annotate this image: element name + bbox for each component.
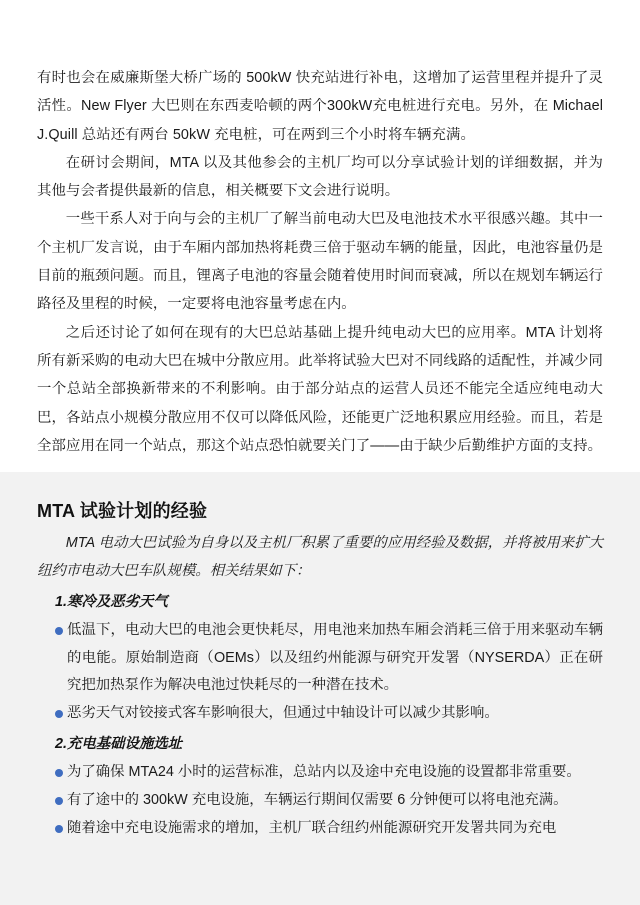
highlight-gray-section [0, 472, 640, 905]
bullet-dot-icon [55, 797, 63, 805]
body-paragraph: 在研讨会期间，MTA 以及其他参会的主机厂均可以分享试验计划的详细数据，并为其他与会者提供最新的信息，相关概要下文会进行说明。 [37, 154, 603, 200]
section-heading: MTA 试验计划的经验 [37, 501, 208, 521]
body-paragraph: 一些干系人对于向与会的主机厂了解当前电动大巴及电池技术水平很感兴趣。其中一个主机厂发言说，由于车厢内部加热将耗费三倍于驱动车辆的能量，因此，电池容量仍是目前的瓶颈问题。而且，锂离子电池的容量会随着使用时间而衰减，所以在规划车辆运行路径及里程的时候，一定要将电池容量考虑在内。 [37, 211, 603, 313]
list-item-text: 为了确保 MTA24 小时的运营标准，总站内以及途中充电设施的设置都非常重要。 [67, 764, 581, 781]
list-item [37, 700, 603, 728]
bullet-list-2 [37, 759, 603, 842]
list-item [37, 617, 603, 700]
sub-heading-2: 2.充电基础设施选址 [55, 736, 183, 753]
list-item [37, 815, 603, 843]
list-item-text: 随着途中充电设施需求的增加，主机厂联合纽约州能源研究开发署共同为充电 [67, 819, 557, 836]
body-paragraph: 之后还讨论了如何在现有的大巴总站基础上提升纯电动大巴的应用率。MTA 计划将所有新采购的电动大巴在城中分散应用。此举将试验大巴对不同线路的适配性，并减少同一个总站全部换新带来的不利影响。由于部分站点的运营人员还不能完全适应纯电动大巴，各站点小规模分散应用不仅可以降低风险，还能更广泛地积累应用经验。而且，若是全部应用在同一个站点，那这个站点恐怕就要关门了——由于缺少后勤维护方面的支持。 [37, 324, 603, 454]
body-paragraph: 有时也会在威廉斯堡大桥广场的 500kW 快充站进行补电，这增加了运营里程并提升了灵活性。New Flyer 大巴则在东西麦哈顿的两个300kW充电桩进行充电。另外，在 Michael J.Quill 总站还有两台 50kW 充电桩，可在两到三个小时将车辆充满。 [37, 70, 603, 143]
list-item [37, 759, 603, 787]
bullet-dot-icon [55, 825, 63, 833]
section-intro-paragraph: MTA 电动大巴试验为自身以及主机厂积累了重要的应用经验及数据，并将被用来扩大纽约市电动大巴车队规模。相关结果如下： [37, 535, 603, 579]
list-item-text: 有了途中的 300kW 充电设施，车辆运行期间仅需要 6 分钟便可以将电池充满。 [67, 791, 568, 808]
bullet-dot-icon [55, 627, 63, 635]
bullet-list-1 [37, 617, 603, 727]
list-item-text: 低温下，电动大巴的电池会更快耗尽，用电池来加热车厢会消耗三倍于用来驱动车辆的电能。原始制造商（OEMs）以及纽约州能源与研究开发署（NYSERDA）正在研究把加热泵作为解决电池过快耗尽的一种潜在技术。 [67, 622, 603, 694]
sub-heading-1: 1.寒冷及恶劣天气 [55, 594, 168, 610]
list-item [37, 787, 603, 815]
list-item-text: 恶劣天气对铰接式客车影响很大，但通过中轴设计可以减少其影响。 [67, 704, 499, 721]
bullet-dot-icon [55, 710, 63, 718]
